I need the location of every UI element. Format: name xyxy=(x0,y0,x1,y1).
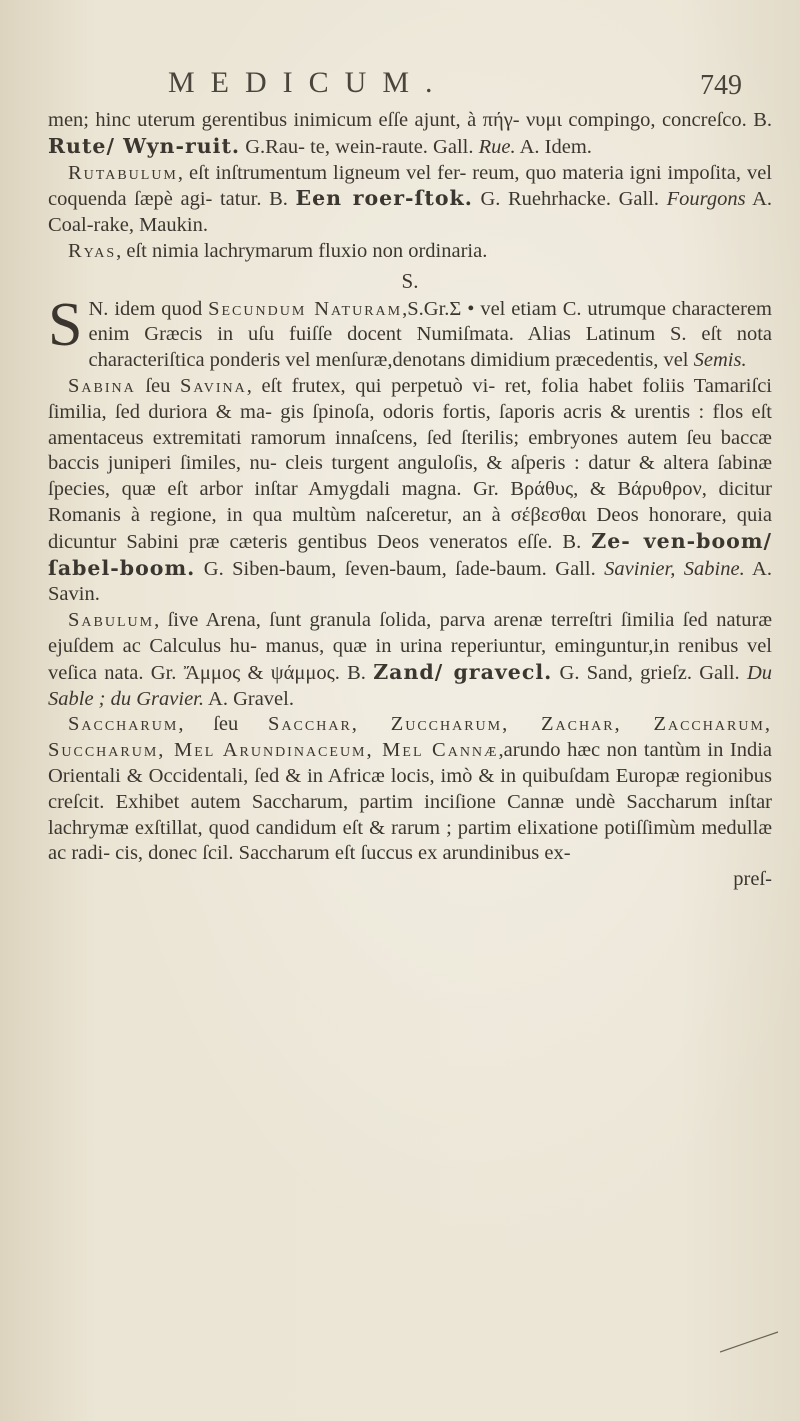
catchword: preſ- xyxy=(733,868,772,891)
text-run: A. Gravel. xyxy=(204,687,294,710)
french-term: Du Sable ; du Gravier. xyxy=(48,661,773,710)
page-header xyxy=(0,66,800,106)
entry-sabulum xyxy=(48,608,772,712)
paragraph-ruta-end xyxy=(48,108,772,161)
french-term: Savinier, Sabine. xyxy=(604,557,745,580)
text-run: N. idem quod xyxy=(88,297,209,320)
entry-headword: Sabina xyxy=(68,374,136,397)
text-run: , eſt frutex, qui perpetuò vi- ret, folia habet foliis Tamariſci ſimilia, ſed duriora & ma- gis ſpinoſa, odoris fortis, ſaporis acris & urentis : flos eſt amentaceus extremitati ramorum innaſcens, ſed ſterilis; embryones autem ſeu baccæ baccis juniperi ſimiles, nu- cleis turgent anguloſis, & aſperis : datur & altera ſabinæ ſpecies, quæ eſt arbor inſtar Amygdali magna. Gr. Βράθυς, & Βάρυθρον, dicitur Romanis à regione, in qua multùm naſceretur, an à σέβεσθαι Deos honorare, quia dicuntur Sabini præ cæteris gentibus Deos veneratos eſſe. B. xyxy=(48,374,772,553)
entry-headword-alt: Savina xyxy=(180,374,247,397)
text-run: A. Coal-rake, Maukin. xyxy=(48,188,772,237)
entry-headword: Ryas xyxy=(68,239,117,262)
dutch-term: Een roer-ſtok. xyxy=(295,186,473,211)
entry-headword: Sabulum xyxy=(68,609,155,632)
text-run: A. Savin. xyxy=(48,557,772,606)
running-title: MEDICUM. xyxy=(168,66,449,99)
dutch-term: Ze- ven-boom/ ſabel-boom. xyxy=(48,528,772,580)
entry-s xyxy=(48,290,773,374)
entry-rutabulum xyxy=(48,161,772,239)
entry-ryas xyxy=(48,239,772,265)
drop-cap: S xyxy=(48,290,83,359)
text-run: , ſive Arena, ſunt granula ſolida, parva arenæ terreſtri ſimilia ſed naturæ ejuſdem ac Calculus hu- manus, quæ in urina reperiuntur, eminguntur,in renibus vel veſica nata. Gr. Ἄμμος & ψάμμος. B. xyxy=(48,609,772,684)
text-run: G.Rau- te, wein-raute. Gall. xyxy=(240,135,479,158)
french-term: Fourgons xyxy=(666,188,746,211)
page-number: 749 xyxy=(700,70,742,101)
text-run: A. Idem. xyxy=(515,135,592,158)
dutch-term: Zand/ gravecl. xyxy=(373,659,553,684)
entry-headword: Rutabulum xyxy=(68,161,178,184)
text-run: , eſt nimia lachrymarum fluxio non ordinaria. xyxy=(116,239,488,262)
text-run: , ſeu xyxy=(178,713,269,736)
text-run: ,S.Gr.Σ • vel etiam C. utrumque characterem enim Græcis in uſu fuiſſe docent Numiſmata. Alias Latinum S. eſt nota characteriſtica ponderis vel menſuræ,denotans dimidium præcedentis, vel xyxy=(88,297,773,372)
text-run: ſeu xyxy=(135,374,181,397)
text-run: G. Siben-baum, ſeven-baum, ſade-baum. Gall. xyxy=(195,557,605,580)
text-run: ,arundo hæc non tantùm in India Orientali & Occidentali, ſed & in Africæ locis, imò & in quibuſdam Europæ regionibus creſcit. Exhibet autem Saccharum, partim inciſione Cannæ undè Saccharum inſtar lachrymæ exſtillat, quod candidum eſt & rarum ; partim elixatione potiſſimùm medullæ ac radi- cis, donec ſcil. Saccharum eſt ſuccus ex arundinibus ex- xyxy=(48,739,773,865)
body-text xyxy=(48,108,772,893)
entry-saccharum xyxy=(48,712,772,867)
dutch-term: Rute/ Wyn-ruit. xyxy=(48,133,241,158)
entry-headword: Saccharum xyxy=(68,713,179,736)
text-run: G. Ruehrhacke. Gall. xyxy=(472,188,667,211)
text-run: G. Sand, grieſz. Gall. xyxy=(552,661,747,684)
entry-sabina xyxy=(48,374,772,608)
paper-mark xyxy=(720,1330,780,1354)
text-run: , eſt inſtrumentum ligneum vel fer- reum, quo materia igni impoſita, vel coquenda ſæpè agi- tatur. B. xyxy=(48,161,772,211)
french-term: Rue. xyxy=(478,135,516,158)
entry-headword-alt: Sacchar, Zuccharum, Zachar, Zaccharum, Succharum, Mel Arundinaceum, Mel Cannæ xyxy=(48,713,772,762)
section-letter: S. xyxy=(401,268,419,293)
text-run: men; hinc uterum gerentibus inimicum eſſe ajunt, à πήγ- νυμι compingo, concreſco. B. xyxy=(48,109,772,131)
entry-headword: Secundum Naturam xyxy=(208,297,403,320)
latin-term: Semis. xyxy=(693,349,747,372)
